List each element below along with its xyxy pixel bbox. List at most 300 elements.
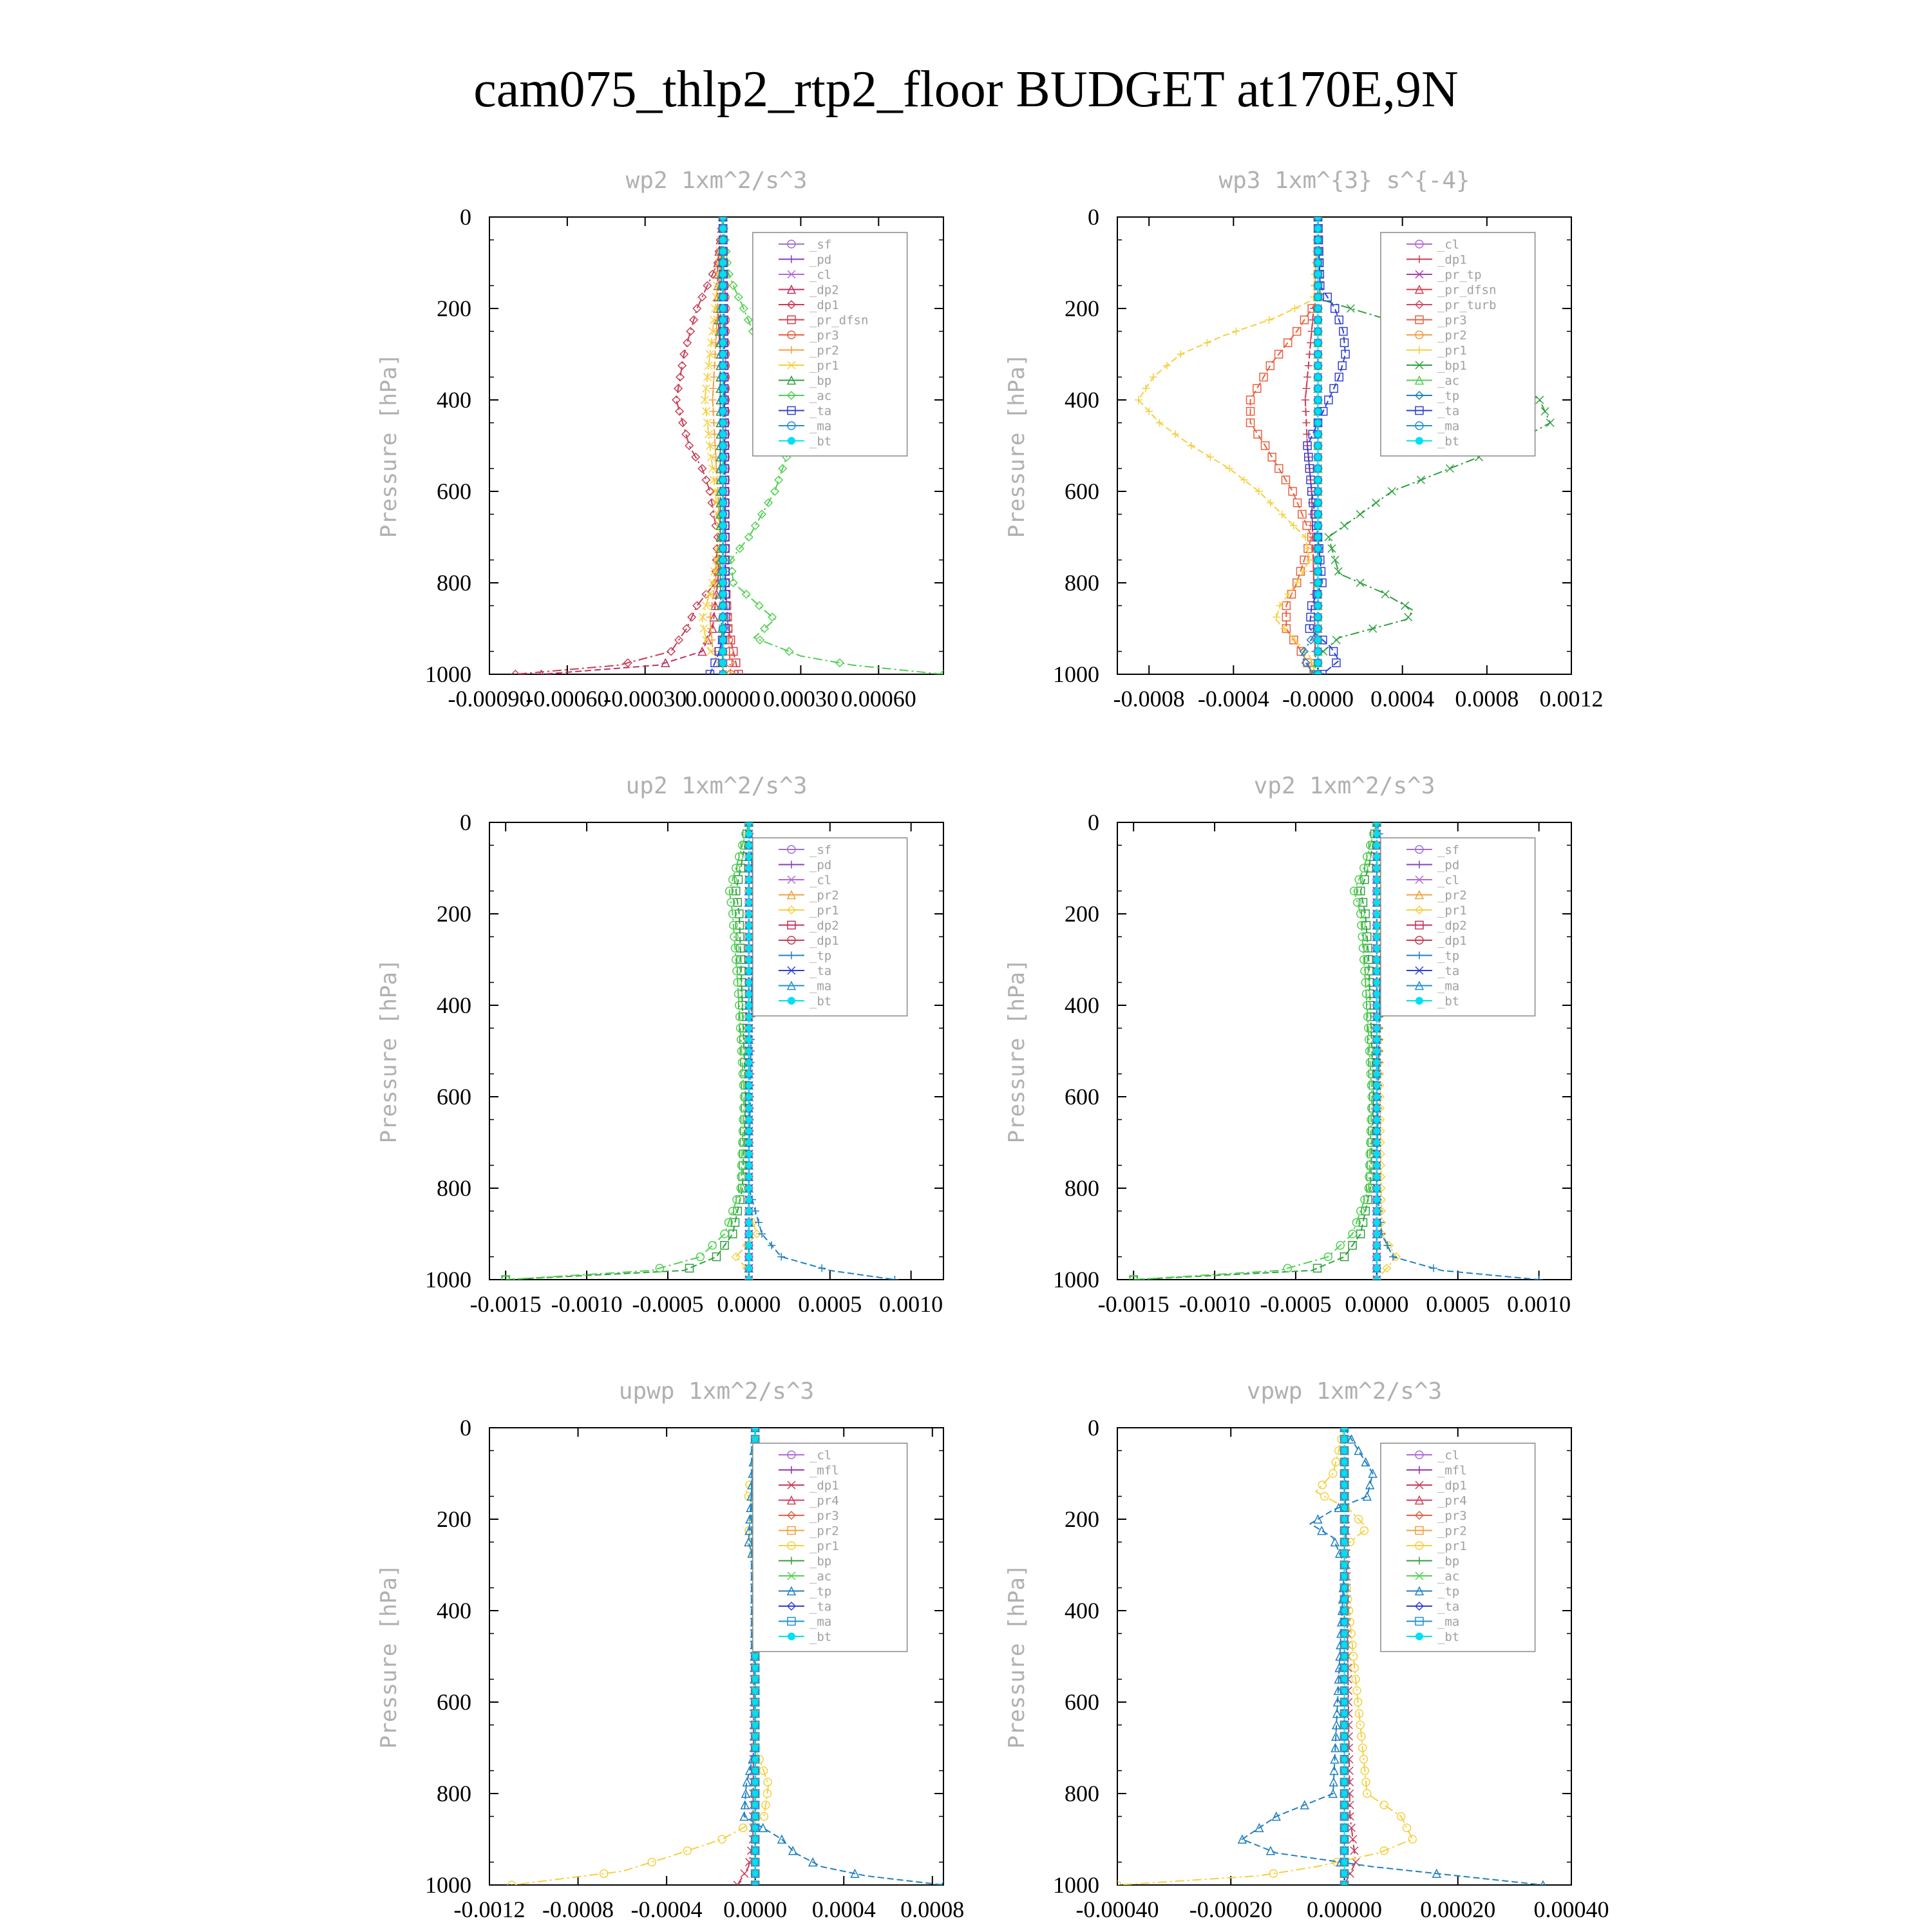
panel-1	[376, 167, 947, 712]
legend-label: _ac	[809, 1569, 832, 1584]
x-tick-label: -0.0015	[469, 1291, 542, 1317]
data-point	[1142, 384, 1150, 392]
data-point	[720, 580, 726, 586]
y-tick-label: 200	[1065, 1506, 1099, 1532]
data-point	[1341, 1459, 1348, 1465]
legend-label: _pr2	[1437, 328, 1467, 343]
data-point	[1341, 1882, 1348, 1888]
data-point	[752, 1802, 759, 1808]
data-point	[1374, 968, 1380, 974]
series-bt	[1315, 214, 1321, 677]
y-tick-label: 800	[437, 570, 471, 596]
legend-label: _ac	[1437, 374, 1460, 388]
data-point	[1341, 1470, 1348, 1477]
y-tick-label: 400	[437, 992, 471, 1018]
y-tick-label: 600	[437, 1084, 471, 1110]
data-point	[1361, 967, 1368, 975]
data-point	[720, 305, 726, 312]
x-tick-label: 0.0012	[1539, 686, 1604, 712]
data-point	[785, 648, 793, 656]
data-point	[1315, 317, 1321, 323]
y-tick-label: 400	[437, 387, 471, 413]
data-point	[1369, 625, 1377, 632]
data-point	[752, 522, 759, 529]
legend-label: _ma	[1437, 419, 1460, 433]
data-point	[746, 1173, 752, 1180]
data-point	[746, 853, 752, 860]
data-point	[720, 237, 726, 243]
data-point	[746, 1059, 752, 1066]
legend-label: _bp	[809, 1554, 832, 1569]
y-tick-label: 400	[1065, 992, 1099, 1018]
data-point	[746, 842, 752, 849]
figure-title: cam075_thlp2_rtp2_floor BUDGET at170E,9N	[473, 61, 1459, 118]
data-point	[1341, 1733, 1348, 1739]
data-point	[1341, 1504, 1348, 1511]
legend-label: _ta	[1437, 404, 1460, 419]
data-point	[746, 1117, 752, 1123]
x-tick-label: -0.0005	[1260, 1291, 1332, 1317]
data-point	[746, 956, 752, 963]
data-point	[1374, 1128, 1380, 1134]
data-point	[1341, 522, 1349, 529]
legend-label: _tp	[809, 949, 832, 963]
data-point	[752, 1425, 759, 1431]
y-axis-label: Pressure [hPa]	[376, 958, 402, 1144]
y-tick-label: 1000	[425, 661, 471, 687]
data-point	[1341, 1642, 1348, 1648]
legend-label: _bt	[809, 994, 832, 1009]
series-pr1	[1135, 213, 1322, 678]
data-point	[1315, 545, 1321, 552]
data-point	[667, 648, 675, 656]
data-point	[1315, 522, 1321, 529]
y-tick-label: 800	[437, 1175, 471, 1201]
data-point	[1318, 1527, 1325, 1535]
legend-label: _ta	[809, 964, 832, 978]
series-bt	[1341, 1425, 1348, 1888]
data-point	[752, 1870, 759, 1877]
data-point	[752, 1687, 759, 1694]
data-point	[746, 1025, 752, 1032]
series-line	[506, 822, 749, 1280]
data-point	[1341, 1573, 1348, 1580]
x-tick-label: 0.0004	[1370, 686, 1435, 712]
data-point	[1341, 1802, 1348, 1808]
data-point	[1315, 534, 1321, 540]
legend-label: _cl	[1437, 1448, 1460, 1463]
data-point	[1332, 636, 1340, 644]
data-point	[752, 1436, 759, 1443]
data-point	[720, 420, 726, 426]
x-tick-label: -0.0004	[630, 1897, 703, 1922]
legend-label: _pr2	[809, 343, 839, 358]
data-point	[720, 374, 726, 381]
legend-label: _pr1	[1437, 1539, 1467, 1553]
data-point	[1341, 1619, 1348, 1625]
data-point	[1374, 1014, 1380, 1020]
legend-label: _dp2	[809, 918, 839, 933]
data-point	[1341, 1516, 1348, 1522]
y-tick-label: 0	[460, 1415, 471, 1441]
data-point	[1315, 351, 1321, 357]
legend-label: _bt	[1437, 994, 1460, 1009]
data-point	[720, 500, 726, 506]
x-tick-label: -0.0010	[551, 1291, 623, 1317]
y-axis-label: Pressure [hPa]	[1004, 353, 1030, 538]
data-point	[752, 1836, 759, 1842]
y-axis-label: Pressure [hPa]	[376, 353, 402, 538]
data-point	[1388, 488, 1396, 495]
data-point	[1374, 876, 1380, 883]
legend-label: _pr1	[809, 904, 839, 918]
data-point	[1374, 1048, 1380, 1054]
y-tick-label: 200	[437, 296, 471, 321]
data-point	[1341, 1493, 1348, 1500]
legend-label: _sf	[809, 843, 832, 857]
data-point	[720, 225, 726, 232]
data-point	[720, 522, 726, 529]
data-point	[1232, 328, 1240, 336]
data-point	[1341, 1653, 1348, 1660]
data-point	[1315, 671, 1321, 677]
data-point	[746, 1139, 752, 1146]
data-point	[752, 1665, 759, 1671]
data-point	[1430, 1264, 1437, 1272]
data-point	[720, 511, 726, 518]
data-point	[1267, 1847, 1274, 1855]
data-point	[1374, 831, 1380, 837]
legend-label: _pr4	[1437, 1493, 1467, 1508]
legend-label: _dp1	[1437, 934, 1467, 948]
data-point	[1331, 1539, 1339, 1546]
y-tick-label: 0	[1088, 1415, 1099, 1441]
data-point	[1265, 316, 1273, 324]
legend-label: _dp1	[1437, 252, 1467, 267]
panel-title: wp2 1xm^2/s^3	[625, 167, 808, 194]
x-tick-label: 0.0005	[798, 1291, 862, 1317]
data-point	[1341, 1665, 1348, 1671]
data-point	[1341, 1699, 1348, 1705]
data-point	[1315, 603, 1321, 609]
data-point	[685, 442, 693, 450]
data-point	[1356, 579, 1364, 587]
data-point	[720, 363, 726, 369]
legend-label: _mfl	[809, 1463, 839, 1478]
legend-label: _ta	[809, 1600, 832, 1614]
data-point	[720, 328, 726, 335]
data-point	[1315, 225, 1321, 232]
legend-label: _ac	[809, 389, 832, 403]
series-dp1	[1130, 819, 1381, 1283]
legend-marker	[1416, 437, 1423, 445]
data-point	[1341, 1790, 1348, 1797]
data-point	[1356, 511, 1364, 518]
legend-label: _dp1	[809, 934, 839, 948]
panel-4	[1004, 773, 1571, 1317]
data-point	[746, 1128, 752, 1134]
y-tick-label: 200	[437, 1506, 471, 1532]
data-point	[683, 339, 691, 346]
data-point	[709, 384, 717, 392]
legend-label: _pd	[809, 858, 832, 873]
legend-label: _ma	[1437, 979, 1460, 994]
data-point	[1303, 545, 1311, 553]
series-dp1	[511, 213, 726, 678]
x-tick-label: -0.0008	[1113, 686, 1185, 712]
data-point	[1350, 1653, 1358, 1660]
data-point	[720, 214, 726, 220]
data-point	[718, 1835, 726, 1843]
data-point	[1305, 350, 1313, 358]
data-point	[1305, 362, 1312, 370]
data-point	[720, 637, 726, 643]
data-point	[1315, 328, 1321, 335]
legend-label: _pr4	[809, 1493, 839, 1508]
x-tick-label: -0.0012	[453, 1897, 526, 1922]
data-point	[1307, 339, 1314, 346]
legend-marker	[1416, 997, 1423, 1005]
x-tick-label: 0.0005	[1426, 1291, 1490, 1317]
legend-label: _bp	[1437, 1554, 1460, 1569]
legend-label: _pd	[809, 252, 832, 267]
data-point	[720, 271, 726, 278]
data-point	[1374, 842, 1380, 849]
data-point	[1315, 649, 1321, 655]
data-point	[720, 477, 726, 483]
x-tick-label: -0.00020	[1189, 1897, 1273, 1922]
x-tick-label: 0.0000	[723, 1897, 788, 1922]
data-point	[696, 1253, 704, 1261]
data-point	[1341, 1482, 1348, 1488]
data-point	[1341, 1768, 1348, 1774]
y-axis-label: Pressure [hPa]	[1004, 1564, 1030, 1749]
data-point	[746, 888, 752, 895]
data-point	[1315, 454, 1321, 460]
legend-label: _ta	[1437, 964, 1460, 978]
legend-label: _bt	[809, 434, 832, 449]
data-point	[1206, 453, 1214, 461]
data-point	[1374, 853, 1380, 860]
data-point	[1315, 408, 1321, 415]
data-point	[746, 1036, 752, 1043]
data-point	[1341, 1448, 1348, 1454]
data-point	[1331, 556, 1339, 564]
data-point	[1341, 1814, 1348, 1820]
data-point	[746, 1082, 752, 1088]
legend-label: _pd	[1437, 858, 1460, 873]
data-point	[1203, 339, 1211, 346]
data-point	[1374, 1208, 1380, 1215]
data-point	[1341, 1824, 1348, 1831]
data-point	[1315, 237, 1321, 243]
data-point	[1374, 899, 1380, 905]
data-point	[746, 1094, 752, 1100]
legend-label: _tp	[809, 1584, 832, 1599]
data-point	[752, 1745, 759, 1751]
data-point	[1302, 419, 1310, 427]
legend-label: _cl	[809, 873, 832, 887]
data-point	[746, 1265, 752, 1271]
data-point	[746, 1219, 752, 1226]
legend-label: _bt	[1437, 434, 1460, 449]
legend	[1381, 1443, 1535, 1652]
data-point	[1374, 1002, 1380, 1009]
x-tick-label: -0.0008	[542, 1897, 614, 1922]
data-point	[1381, 591, 1389, 598]
series-bt	[746, 819, 752, 1283]
data-point	[752, 1710, 759, 1717]
y-tick-label: 800	[437, 1781, 471, 1806]
y-tick-label: 600	[1065, 1689, 1099, 1715]
data-point	[755, 1218, 762, 1226]
data-point	[771, 488, 779, 495]
panel-title: vp2 1xm^2/s^3	[1253, 773, 1435, 799]
data-point	[746, 1162, 752, 1169]
series-line	[542, 217, 723, 674]
data-point	[1374, 1151, 1380, 1157]
data-point	[1374, 1105, 1380, 1112]
data-point	[1315, 294, 1321, 300]
y-tick-label: 400	[1065, 387, 1099, 413]
panel-2	[1004, 167, 1604, 712]
data-point	[746, 876, 752, 883]
data-point	[746, 911, 752, 917]
x-tick-label: 0.0010	[1507, 1291, 1571, 1317]
data-point	[752, 1699, 759, 1705]
data-point	[818, 1264, 826, 1272]
data-point	[746, 1231, 752, 1237]
x-tick-label: -0.0004	[1197, 686, 1269, 712]
data-point	[1401, 602, 1409, 610]
series-bt	[1374, 819, 1380, 1283]
data-point	[720, 614, 726, 620]
series-dp1	[502, 819, 753, 1283]
data-point	[1536, 396, 1544, 404]
data-point	[1315, 431, 1321, 437]
data-point	[1291, 305, 1298, 312]
legend-label: _bp1	[1437, 359, 1467, 373]
data-point	[720, 442, 726, 449]
data-point	[1341, 1631, 1348, 1637]
data-point	[1302, 384, 1310, 392]
data-point	[745, 533, 753, 541]
data-point	[1341, 1836, 1348, 1842]
legend-label: _cl	[1437, 238, 1460, 252]
y-tick-label: 600	[437, 1689, 471, 1715]
y-tick-label: 1000	[425, 1267, 471, 1293]
x-tick-label: 0.00040	[1533, 1897, 1609, 1922]
legend-label: _ta	[809, 404, 832, 419]
y-tick-label: 1000	[425, 1872, 471, 1898]
data-point	[1374, 1197, 1380, 1203]
data-point	[1341, 1596, 1348, 1602]
x-tick-label: 0.00000	[685, 686, 761, 712]
panel-title: upwp 1xm^2/s^3	[618, 1378, 815, 1405]
data-point	[708, 1242, 716, 1249]
data-point	[1318, 1481, 1326, 1489]
y-tick-label: 800	[1065, 1781, 1099, 1806]
data-point	[720, 260, 726, 266]
data-point	[1315, 557, 1321, 564]
data-point	[746, 1197, 752, 1203]
data-point	[686, 1264, 694, 1272]
x-tick-label: 0.0008	[900, 1897, 965, 1922]
data-point	[1374, 945, 1380, 951]
data-point	[682, 430, 690, 438]
data-point	[1349, 1835, 1357, 1843]
x-tick-label: -0.00030	[603, 686, 687, 712]
data-point	[1177, 350, 1184, 358]
data-point	[720, 339, 726, 346]
y-tick-label: 600	[1065, 1084, 1099, 1110]
data-point	[746, 945, 752, 951]
data-point	[1541, 408, 1549, 415]
legend-label: _pr2	[809, 888, 839, 903]
y-tick-label: 800	[1065, 1175, 1099, 1201]
data-point	[1315, 442, 1321, 449]
data-point	[720, 317, 726, 323]
data-point	[752, 1848, 759, 1854]
data-point	[720, 488, 726, 495]
legend-label: _sf	[809, 238, 832, 252]
data-point	[1374, 1276, 1380, 1283]
data-point	[746, 934, 752, 940]
data-point	[746, 865, 752, 871]
data-point	[1374, 1265, 1380, 1271]
data-point	[746, 1014, 752, 1020]
legend-label: _pr2	[1437, 1524, 1467, 1539]
data-point	[720, 603, 726, 609]
data-point	[741, 1870, 748, 1877]
legend-label: _mfl	[1437, 1463, 1467, 1478]
data-point	[720, 534, 726, 540]
data-point	[759, 1824, 767, 1832]
data-point	[1341, 1550, 1348, 1557]
legend-label: _cl	[1437, 873, 1460, 887]
panel-title: up2 1xm^2/s^3	[625, 773, 808, 799]
data-point	[1315, 511, 1321, 518]
data-point	[1315, 568, 1321, 574]
data-point	[1315, 248, 1321, 254]
data-point	[1341, 1436, 1348, 1443]
y-tick-label: 200	[437, 901, 471, 927]
legend-label: _pr_dfsn	[1437, 283, 1497, 298]
series-dp2	[502, 819, 753, 1283]
legend	[753, 232, 907, 456]
data-point	[1374, 1242, 1380, 1249]
data-point	[1355, 1447, 1363, 1455]
data-point	[1374, 1071, 1380, 1077]
x-tick-label: 0.0010	[879, 1291, 943, 1317]
legend-label: _bt	[809, 1630, 832, 1644]
legend-label: _cl	[809, 268, 832, 282]
data-point	[1300, 567, 1307, 575]
legend-label: _pr_dfsn	[809, 313, 869, 328]
data-point	[1315, 374, 1321, 381]
y-tick-label: 600	[1065, 478, 1099, 504]
data-point	[752, 1653, 759, 1660]
data-point	[1331, 305, 1339, 312]
data-point	[720, 545, 726, 552]
series-line	[1133, 822, 1377, 1280]
data-point	[1163, 362, 1171, 370]
y-tick-label: 600	[437, 478, 471, 504]
data-point	[1372, 499, 1380, 507]
data-point	[600, 1870, 608, 1877]
data-point	[1341, 1687, 1348, 1694]
data-point	[1341, 1756, 1348, 1763]
